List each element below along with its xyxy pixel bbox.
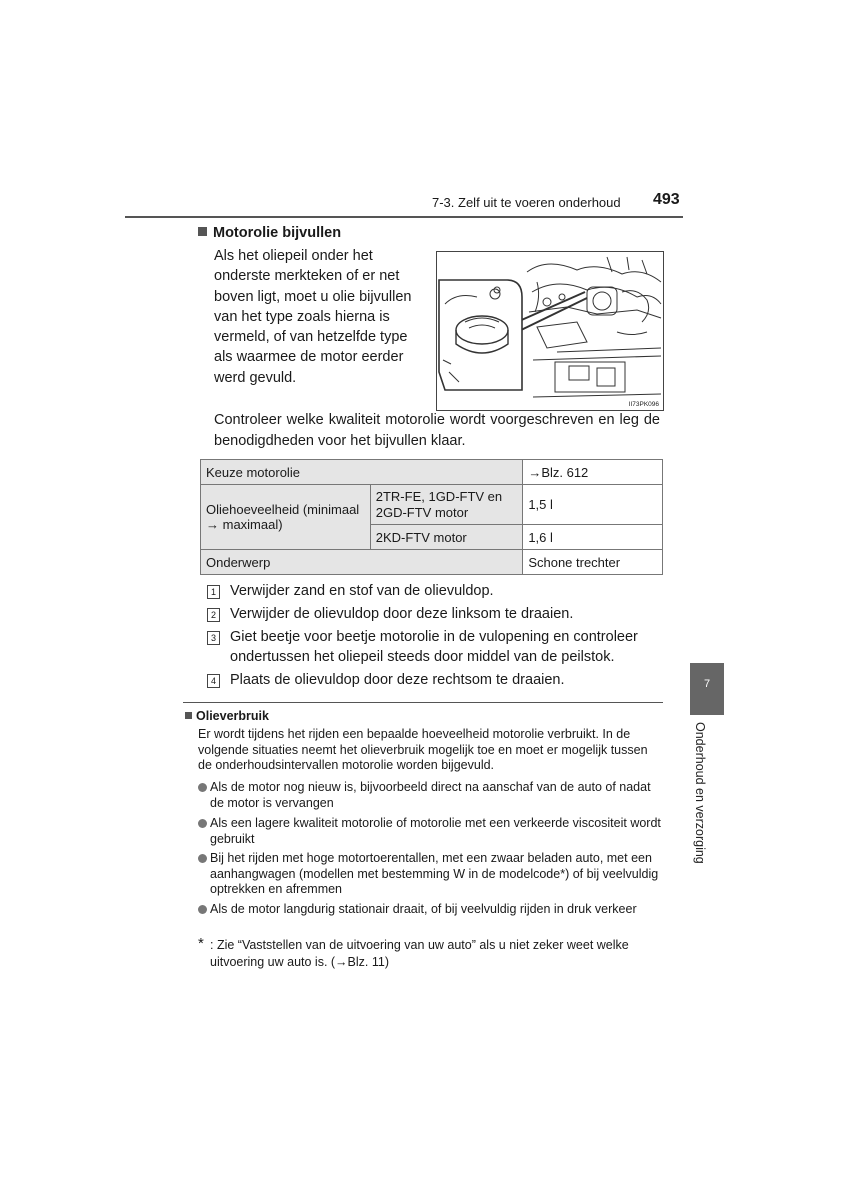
page-number: 493 [653, 191, 680, 208]
step-number: 2 [207, 608, 220, 622]
bullet-text: Als de motor nog nieuw is, bijvoorbeeld direct na aanschaf van de auto of nadat de motor is vervangen [210, 780, 651, 810]
section-title: 7-3. Zelf uit te voeren onderhoud [432, 195, 621, 210]
engine-oil-cap-illustration [436, 251, 664, 411]
bullet-item [198, 902, 663, 918]
chapter-number: 7 [703, 678, 711, 690]
bullet-dot-icon [198, 783, 207, 792]
step-text: Giet beetje voor beetje motorolie in de vulopening en controleer ondertussen het oliepeil steeds door middel van de peilstok. [230, 629, 638, 666]
chapter-label: Onderhoud en verzorging [693, 722, 707, 864]
bullet-text: Als een lagere kwaliteit motorolie of motorolie met een verkeerde viscositeit wordt gebruikt [210, 816, 661, 846]
bullet-text: Bij het rijden met hoge motortoerentallen, met een zwaar beladen auto, met een aanhangwagen (modellen met bestemming W in de modelcode*) of bij veelvuldig optrekken en afremmen [210, 851, 659, 896]
note-heading [185, 709, 269, 723]
check-paragraph: Controleer welke kwaliteit motorolie wordt voorgeschreven en leg de benodigdheden voor het bijvullen klaar. [214, 412, 660, 449]
section-heading [198, 225, 341, 241]
chapter-tab[interactable] [690, 663, 724, 715]
footnote-text: : Zie “Vaststellen van de uitvoering van uw auto” als u niet zeker weet welke uitvoering uw auto is. (→Blz. 11) [210, 938, 629, 969]
figure-code: II73PK096 [628, 401, 659, 408]
note-rule [183, 702, 663, 703]
table-row [201, 460, 663, 485]
step-text: Plaats de olievuldop door deze rechtsom te draaien. [230, 672, 565, 688]
step-item [207, 670, 665, 690]
footnote [198, 937, 663, 971]
step-text: Verwijder de olievuldop door deze linksom te draaien. [230, 606, 574, 622]
square-bullet-icon [198, 227, 207, 236]
table-cell: Schone trechter [523, 550, 663, 575]
bullet-item [198, 851, 663, 898]
bullet-dot-icon [198, 854, 207, 863]
table-cell: Onderwerp [201, 550, 523, 575]
step-number: 4 [207, 674, 220, 688]
heading-text: Motorolie bijvullen [213, 225, 342, 241]
step-number: 3 [207, 631, 220, 645]
table-row [201, 550, 663, 575]
step-text: Verwijder zand en stof van de olievuldop. [230, 583, 494, 599]
bullet-item [198, 780, 663, 811]
bullet-text: Als de motor langdurig stationair draait, of bij veelvuldig rijden in druk verkeer [210, 902, 637, 916]
table-cell: Oliehoeveelheid (minimaal → maximaal) [201, 485, 371, 550]
bullet-item [198, 816, 663, 847]
table-cell: Keuze motorolie [201, 460, 523, 485]
bullet-dot-icon [198, 819, 207, 828]
step-item [207, 581, 665, 601]
table-cell: 1,5 l [523, 485, 663, 525]
step-item [207, 627, 665, 668]
square-bullet-icon [185, 712, 192, 719]
note-heading-text: Olieverbruik [196, 709, 269, 723]
note-body: Er wordt tijdens het rijden een bepaalde hoeveelheid motorolie verbruikt. In de volgende situaties neemt het olieverbruik mogelijk toe en moet er mogelijk tussen de onderhoudsintervallen motorolie worden bijgevuld. [198, 727, 648, 772]
engine-drawing [437, 252, 663, 410]
oil-table [200, 459, 663, 575]
intro-paragraph: Als het oliepeil onder het onderste merkteken of er net boven ligt, moet u olie bijvullen van het type zoals hierna is vermeld, of van hetzelfde type als waarmee de motor eerder werd gevuld. [214, 248, 412, 386]
header-rule [125, 216, 683, 218]
bullet-dot-icon [198, 905, 207, 914]
step-item [207, 604, 665, 624]
table-cell: 2TR-FE, 1GD-FTV en 2GD-FTV motor [370, 485, 523, 525]
footnote-mark: * [198, 935, 204, 952]
table-row [201, 485, 663, 525]
table-cell: 2KD-FTV motor [370, 525, 523, 550]
table-cell: 1,6 l [523, 525, 663, 550]
table-cell: →Blz. 612 [523, 460, 663, 485]
step-number: 1 [207, 585, 220, 599]
